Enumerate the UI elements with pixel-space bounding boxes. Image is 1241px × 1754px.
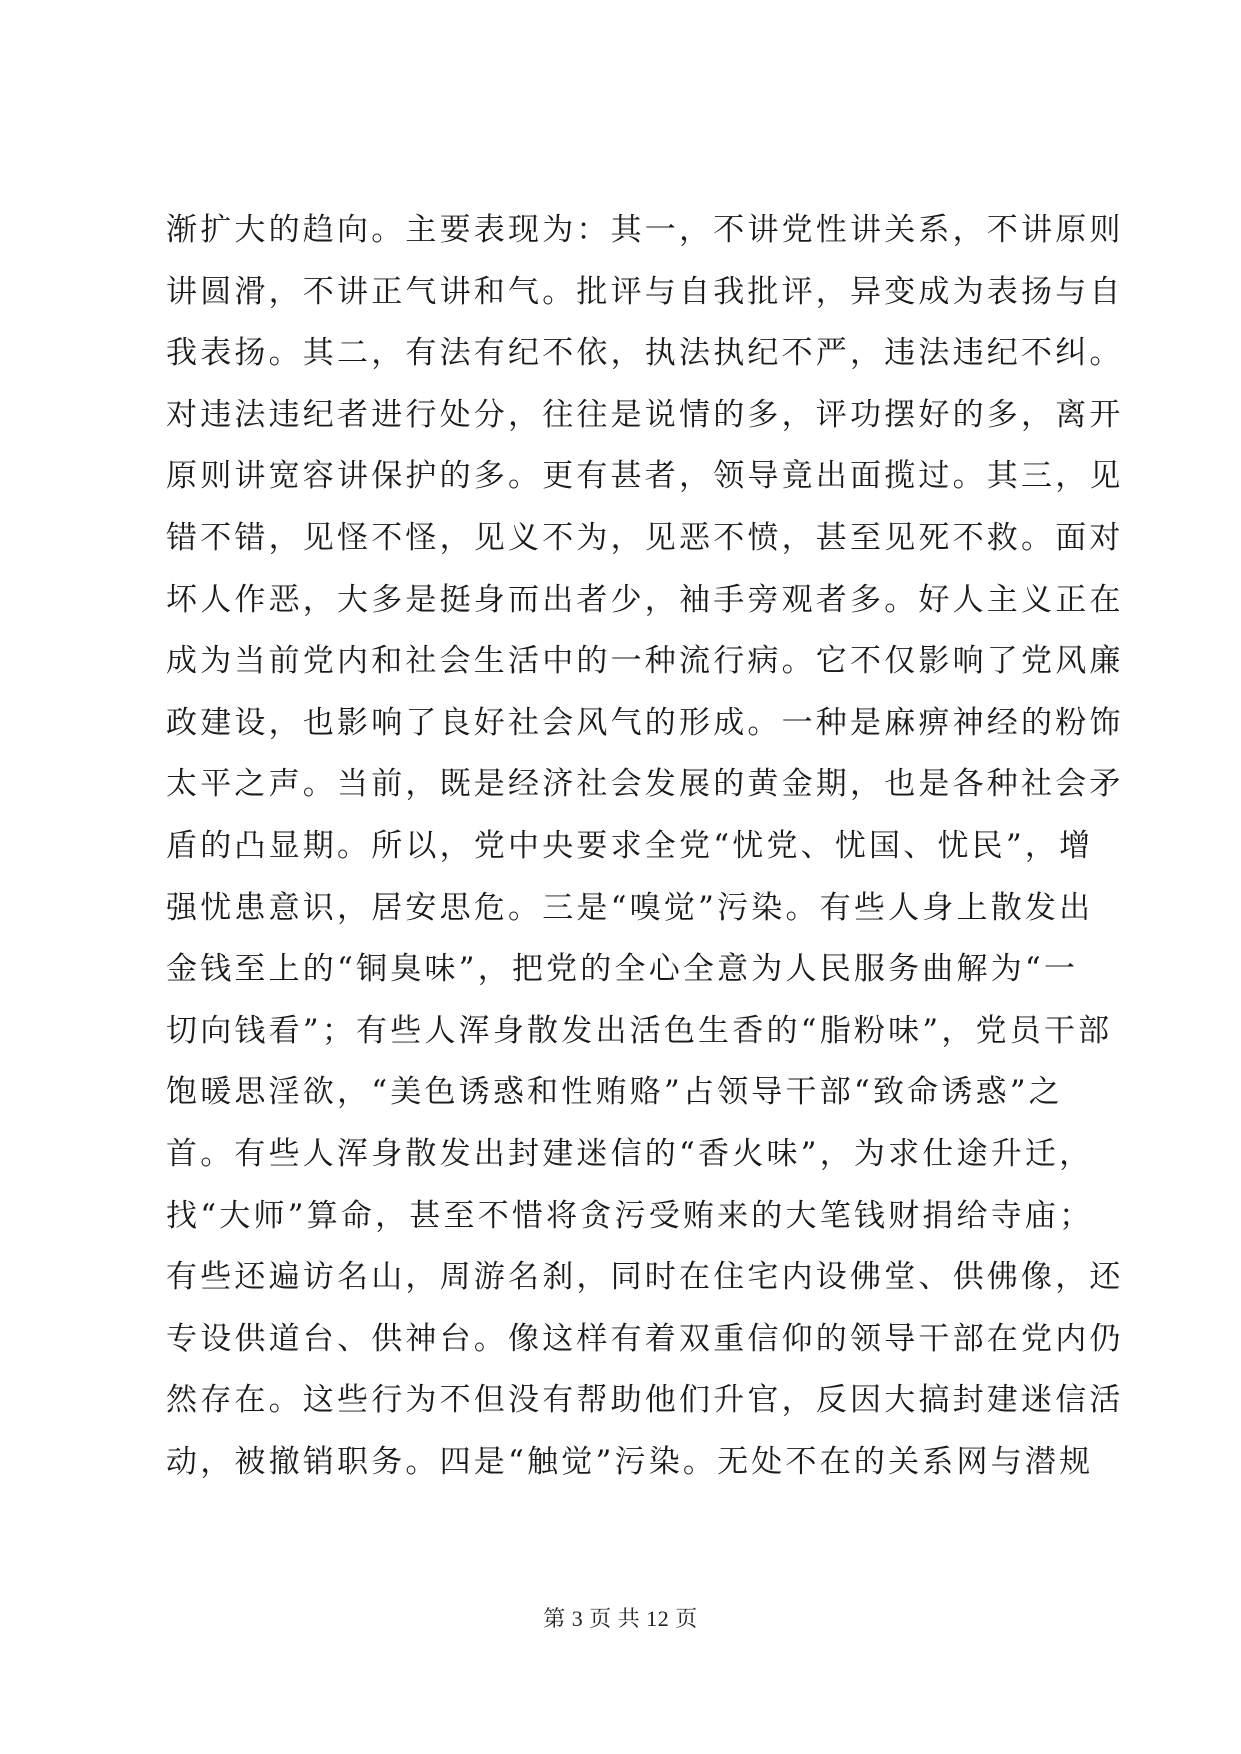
text-line: 成为当前党内和社会生活中的一种流行病。它不仅影响了党风廉 [166, 643, 1124, 680]
text-line: 渐扩大的趋向。主要表现为：其一，不讲党性讲关系，不讲原则 [166, 212, 1124, 248]
text-line: 我表扬。其二，有法有纪不依，执法执纪不严，违法违纪不纠。 [166, 335, 1124, 372]
text-line: 政建设，也影响了良好社会风气的形成。一种是麻痹神经的粉饰 [166, 704, 1124, 741]
text-line: 动，被撤销职务。四是“触觉”污染。无处不在的关系网与潜规 [166, 1443, 1094, 1480]
text-line: 强忧患意识，居安思危。三是“嗅觉”污染。有些人身上散发出 [166, 889, 1094, 926]
text-line: 然存在。这些行为不但没有帮助他们升官，反因大搞封建迷信活 [166, 1382, 1124, 1419]
text-line: 原则讲宽容讲保护的多。更有甚者，领导竟出面揽过。其三，见 [166, 458, 1124, 495]
text-line: 金钱至上的“铜臭味”，把党的全心全意为人民服务曲解为“一 [166, 951, 1079, 988]
text-line: 找“大师”算命，甚至不惜将贪污受贿来的大笔钱财捐给寺庙； [166, 1197, 1094, 1234]
text-line: 有些还遍访名山，周游名刹，同时在住宅内设佛堂、供佛像，还 [166, 1259, 1124, 1296]
text-line: 对违法违纪者进行处分，往往是说情的多，评功摆好的多，离开 [166, 396, 1124, 433]
text-line: 切向钱看”；有些人浑身散发出活色生香的“脂粉味”，党员干部 [166, 1012, 1113, 1049]
text-line: 坏人作恶，大多是挺身而出者少，袖手旁观者多。好人主义正在 [166, 581, 1124, 618]
text-line: 盾的凸显期。所以，党中央要求全党“忧党、忧国、忧民”，增 [166, 827, 1094, 864]
body-text [166, 200, 1124, 1493]
text-line: 首。有些人浑身散发出封建迷信的“香火味”，为求仕途升迁， [166, 1135, 1094, 1172]
text-line: 专设供道台、供神台。像这样有着双重信仰的领导干部在党内仍 [166, 1320, 1124, 1357]
text-line: 太平之声。当前，既是经济社会发展的黄金期，也是各种社会矛 [166, 766, 1124, 803]
text-line: 讲圆滑，不讲正气讲和气。批评与自我批评，异变成为表扬与自 [166, 273, 1124, 310]
text-line: 错不错，见怪不怪，见义不为，见恶不愤，甚至见死不救。面对 [166, 519, 1124, 556]
page-number-footer: 第 3 页 共 12 页 [543, 1606, 698, 1631]
text-line: 饱暖思淫欲，“美色诱惑和性贿赂”占领导干部“致命诱惑”之 [166, 1074, 1063, 1111]
